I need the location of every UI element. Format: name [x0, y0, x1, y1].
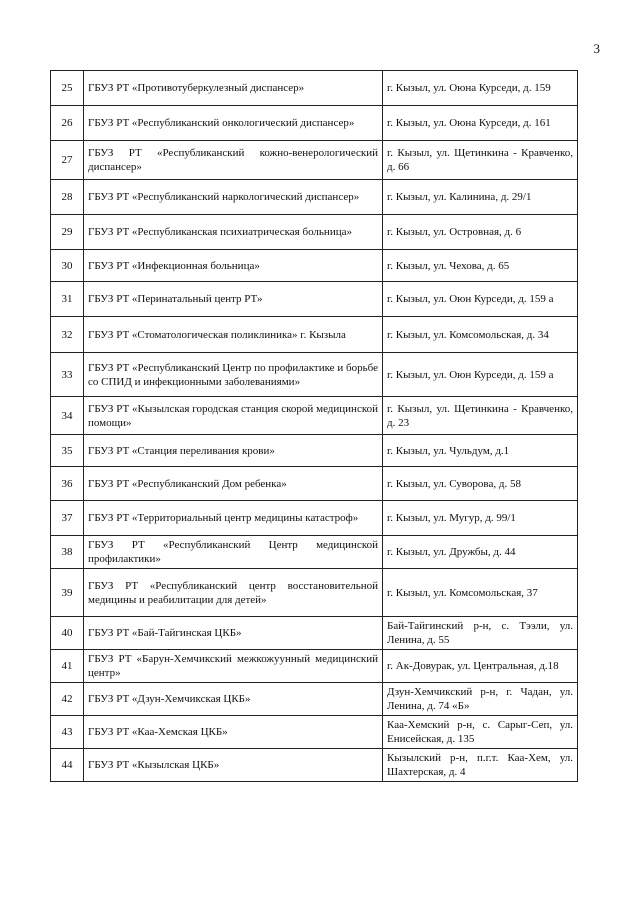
row-number: 27 — [51, 141, 84, 180]
institution-name: ГБУЗ РТ «Республиканский центр восстановительной медицины и реабилитации для детей» — [84, 569, 383, 617]
table-row — [51, 353, 578, 397]
institution-name: ГБУЗ РТ «Станция переливания крови» — [84, 435, 383, 467]
table-row — [51, 71, 578, 106]
institution-name: ГБУЗ РТ «Республиканский Центр по профилактике и борьбе со СПИД и инфекционными заболеваниями» — [84, 353, 383, 397]
row-number: 25 — [51, 71, 84, 106]
row-number: 42 — [51, 683, 84, 716]
institution-name: ГБУЗ РТ «Перинатальный центр РТ» — [84, 282, 383, 317]
institution-name: ГБУЗ РТ «Республиканский Центр медицинской профилактики» — [84, 536, 383, 569]
institution-address: Каа-Хемский р-н, с. Сарыг-Сеп, ул. Енисейская, д. 135 — [383, 716, 578, 749]
institutions-table-body — [51, 71, 578, 782]
institution-name: ГБУЗ РТ «Стоматологическая поликлиника» г. Кызыла — [84, 317, 383, 353]
row-number: 38 — [51, 536, 84, 569]
row-number: 33 — [51, 353, 84, 397]
table-row — [51, 683, 578, 716]
institution-address: г. Кызыл, ул. Чехова, д. 65 — [383, 250, 578, 282]
table-row — [51, 282, 578, 317]
institution-name: ГБУЗ РТ «Республиканская психиатрическая больница» — [84, 215, 383, 250]
row-number: 30 — [51, 250, 84, 282]
institution-address: Бай-Тайгинский р-н, с. Тээли, ул. Ленина, д. 55 — [383, 617, 578, 650]
institution-name: ГБУЗ РТ «Республиканский Дом ребенка» — [84, 467, 383, 501]
institution-address: Кызылский р-н, п.г.т. Каа-Хем, ул. Шахтерская, д. 4 — [383, 749, 578, 782]
institution-address: г. Кызыл, ул. Оюна Курседи, д. 159 — [383, 71, 578, 106]
table-row — [51, 650, 578, 683]
row-number: 35 — [51, 435, 84, 467]
table-row — [51, 716, 578, 749]
table-row — [51, 250, 578, 282]
institution-address: г. Кызыл, ул. Комсомольская, д. 34 — [383, 317, 578, 353]
institution-name: ГБУЗ РТ «Республиканский наркологический диспансер» — [84, 180, 383, 215]
institution-address: г. Кызыл, ул. Островная, д. 6 — [383, 215, 578, 250]
institution-address: г. Кызыл, ул. Щетинкина - Кравченко, д. 66 — [383, 141, 578, 180]
institution-address: г. Ак-Довурак, ул. Центральная, д.18 — [383, 650, 578, 683]
institution-address: г. Кызыл, ул. Чульдум, д.1 — [383, 435, 578, 467]
row-number: 39 — [51, 569, 84, 617]
institution-name: ГБУЗ РТ «Барун-Хемчикский межкожуунный медицинский центр» — [84, 650, 383, 683]
institution-address: г. Кызыл, ул. Оюна Курседи, д. 161 — [383, 106, 578, 141]
table-row — [51, 467, 578, 501]
row-number: 44 — [51, 749, 84, 782]
institution-address: г. Кызыл, ул. Калинина, д. 29/1 — [383, 180, 578, 215]
row-number: 31 — [51, 282, 84, 317]
table-row — [51, 749, 578, 782]
row-number: 29 — [51, 215, 84, 250]
institution-address: г. Кызыл, ул. Суворова, д. 58 — [383, 467, 578, 501]
institution-address: г. Кызыл, ул. Комсомольская, 37 — [383, 569, 578, 617]
institution-address: Дзун-Хемчикский р-н, г. Чадан, ул. Ленина, д. 74 «Б» — [383, 683, 578, 716]
institution-name: ГБУЗ РТ «Республиканский кожно-венерологический диспансер» — [84, 141, 383, 180]
table-row — [51, 106, 578, 141]
row-number: 36 — [51, 467, 84, 501]
institution-address: г. Кызыл, ул. Оюн Курседи, д. 159 а — [383, 282, 578, 317]
table-row — [51, 141, 578, 180]
table-row — [51, 215, 578, 250]
table-row — [51, 536, 578, 569]
institution-address: г. Кызыл, ул. Щетинкина - Кравченко, д. 23 — [383, 397, 578, 435]
institutions-table — [50, 70, 578, 782]
institution-name: ГБУЗ РТ «Противотуберкулезный диспансер» — [84, 71, 383, 106]
row-number: 43 — [51, 716, 84, 749]
row-number: 28 — [51, 180, 84, 215]
institution-name: ГБУЗ РТ «Территориальный центр медицины катастроф» — [84, 501, 383, 536]
row-number: 41 — [51, 650, 84, 683]
institution-name: ГБУЗ РТ «Республиканский онкологический диспансер» — [84, 106, 383, 141]
row-number: 40 — [51, 617, 84, 650]
table-row — [51, 501, 578, 536]
row-number: 26 — [51, 106, 84, 141]
table-row — [51, 317, 578, 353]
page-number: 3 — [593, 41, 600, 56]
table-row — [51, 180, 578, 215]
institution-name: ГБУЗ РТ «Инфекционная больница» — [84, 250, 383, 282]
institution-name: ГБУЗ РТ «Кызылская городская станция скорой медицинской помощи» — [84, 397, 383, 435]
institution-address: г. Кызыл, ул. Оюн Курседи, д. 159 а — [383, 353, 578, 397]
institution-name: ГБУЗ РТ «Бай-Тайгинская ЦКБ» — [84, 617, 383, 650]
institution-address: г. Кызыл, ул. Дружбы, д. 44 — [383, 536, 578, 569]
row-number: 34 — [51, 397, 84, 435]
row-number: 32 — [51, 317, 84, 353]
institution-name: ГБУЗ РТ «Кызылская ЦКБ» — [84, 749, 383, 782]
institution-address: г. Кызыл, ул. Мугур, д. 99/1 — [383, 501, 578, 536]
table-row — [51, 569, 578, 617]
institution-name: ГБУЗ РТ «Дзун-Хемчикская ЦКБ» — [84, 683, 383, 716]
table-row — [51, 435, 578, 467]
table-row — [51, 617, 578, 650]
institution-name: ГБУЗ РТ «Каа-Хемская ЦКБ» — [84, 716, 383, 749]
table-row — [51, 397, 578, 435]
row-number: 37 — [51, 501, 84, 536]
